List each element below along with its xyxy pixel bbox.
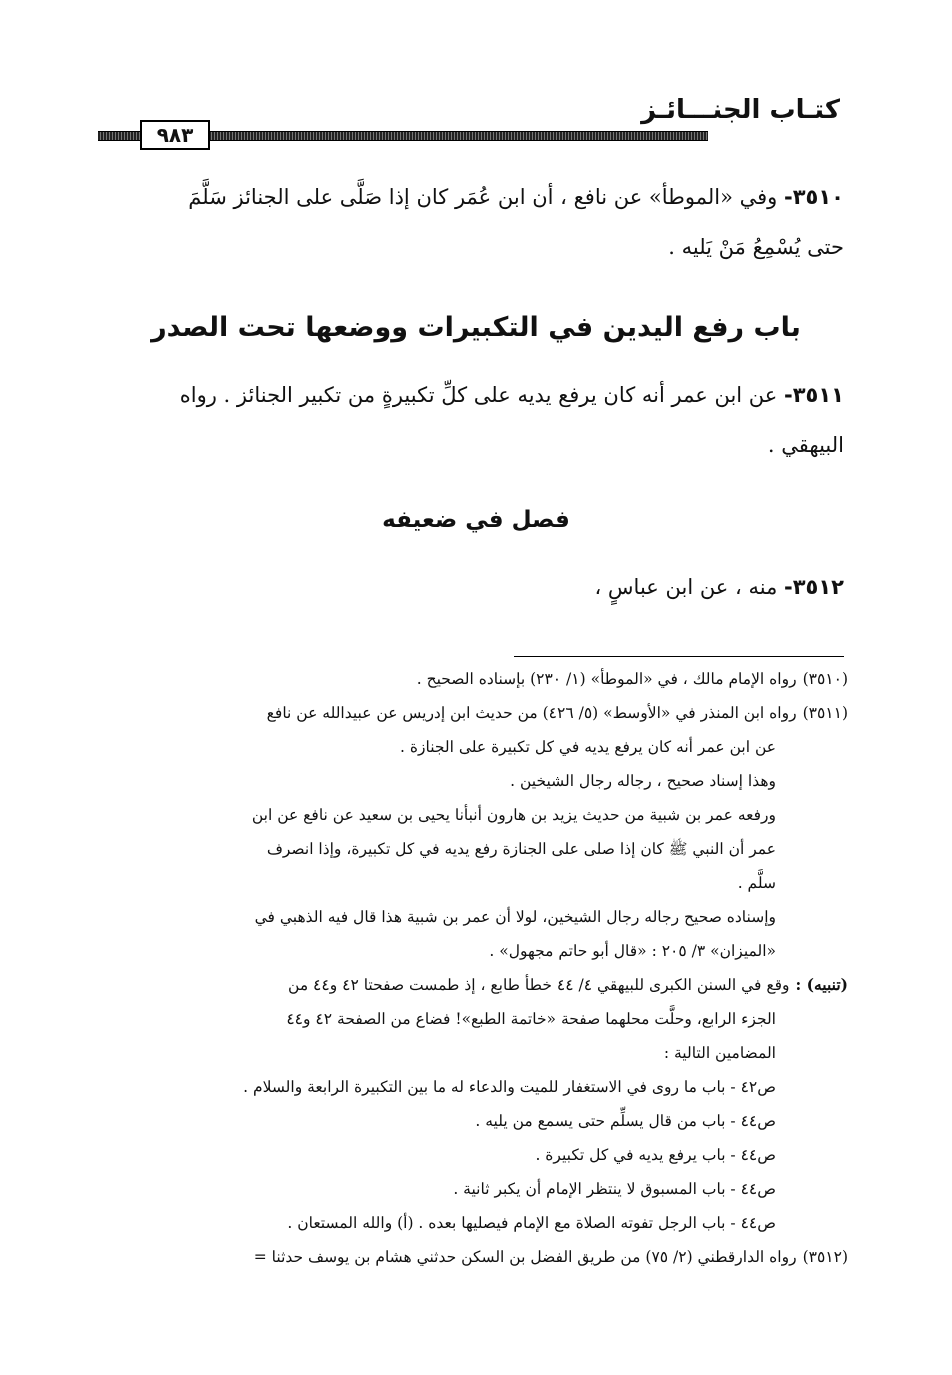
footnote-line: المضامين التالية : [663,1044,776,1062]
hadith-text: منه ، عن ابن عباسٍ ، [594,575,778,599]
footnote-text: رواه الدارقطني (٢/ ٧٥) من طريق الفضل بن السكن حدثني هشام بن يوسف حدثنا = [253,1248,797,1266]
hadith-number: ٣٥١١- [784,383,844,407]
hadith-text: وفي «الموطأ» عن نافع ، أن ابن عُمَر كان إذا صَلَّى على الجنائز سَلَّمَ [188,185,778,209]
hadith-3511-line1 [104,370,844,420]
footnote-3511 [102,696,848,968]
footnote-3512 [102,1240,848,1274]
footnote-line: ص٤٤ - باب من قال يسلِّم حتى يسمع من يليه . [475,1112,776,1130]
footnote-label: (٣٥١٠) [802,670,848,688]
footnote-text: رواه ابن المنذر في «الأوسط» (٥/ ٤٢٦) من حديث ابن إدريس عن عبيدالله عن نافع [266,704,797,722]
footnote-line: «الميزان» ٣/ ٢٠٥ : «قال أبو حاتم مجهول» . [489,942,776,960]
footnote-line: سلَّم . [737,874,776,892]
footnote-separator [514,656,844,657]
page-header [98,92,840,152]
hadith-text: عن ابن عمر أنه كان يرفع يديه على كلِّ تكبيرةٍ من تكبير الجنائز . رواه [179,383,778,407]
hadith-3511 [104,370,844,470]
footnote-line: الجزء الرابع، وحلَّت محلهما صفحة «خاتمة الطبع»! فضاع من الصفحة ٤٢ و٤٤ [286,1010,776,1028]
footnote-text: رواه الإمام مالك ، في «الموطأ» (١/ ٢٣٠) بإسناده الصحيح . [416,670,797,688]
footnote-line: عن ابن عمر أنه كان يرفع يديه في كل تكبيرة على الجنازة . [400,738,776,756]
hadith-3512 [104,562,844,612]
footnote-label: (تنبيه) : [795,975,848,994]
footnote-label: (٣٥١١) [802,704,848,722]
footnote-line: ص٤٢ - باب ما روى في الاستغفار للميت والدعاء له ما بين التكبيرة الرابعة والسلام . [243,1078,776,1096]
hadith-3510-line1 [104,172,844,222]
footnote-line: ص٤٤ - باب يرفع يديه في كل تكبيرة . [535,1146,776,1164]
chapter-heading: باب رفع اليدين في التكبيرات ووضعها تحت الصدر [151,312,801,343]
hadith-3510 [104,172,844,272]
footnote-line: ص٤٤ - باب المسبوق لا ينتظر الإمام أن يكبر ثانية . [453,1180,776,1198]
footnote-3510 [102,662,848,696]
hadith-number: ٣٥١٢- [784,575,844,599]
footnote-line: ص٤٤ - باب الرجل تفوته الصلاة مع الإمام فيصليها بعده . (أ) والله المستعان . [287,1214,776,1232]
footnote-line: وإسناده صحيح رجاله رجال الشيخين، لولا أن عمر بن شبية هذا قال فيه الذهبي في [254,908,776,926]
hadith-number: ٣٥١٠- [784,185,844,209]
footnotes [102,662,848,1274]
hadith-3511-line2: البيهقي . [767,433,844,457]
section-heading: فصل في ضعيفه [382,507,570,533]
footnote-line: ورفعه عمر بن شبية من حديث يزيد بن هارون أنبأنا يحيى بن سعيد عن نافع عن ابن [251,806,776,824]
hadith-3510-line2: حتى يُسْمِعُ مَنْ يَليه . [668,235,844,259]
footnote-label: (٣٥١٢) [802,1248,848,1266]
page-number: ٩٨٣ [140,120,210,150]
footnote-line: عمر أن النبي ﷺ كان إذا صلى على الجنازة رفع يديه في كل تكبيرة، وإذا انصرف [266,840,776,858]
footnote-note [102,968,848,1240]
footnote-text: وقع في السنن الكبرى للبيهقي ٤/ ٤٤ خطأ طابع ، إذ طمست صفحتا ٤٢ و٤٤ من [288,976,790,994]
book-title: كتـاب الجنـــائـز [641,95,840,125]
footnote-line: وهذا إسناد صحيح ، رجاله رجال الشيخين . [510,772,776,790]
